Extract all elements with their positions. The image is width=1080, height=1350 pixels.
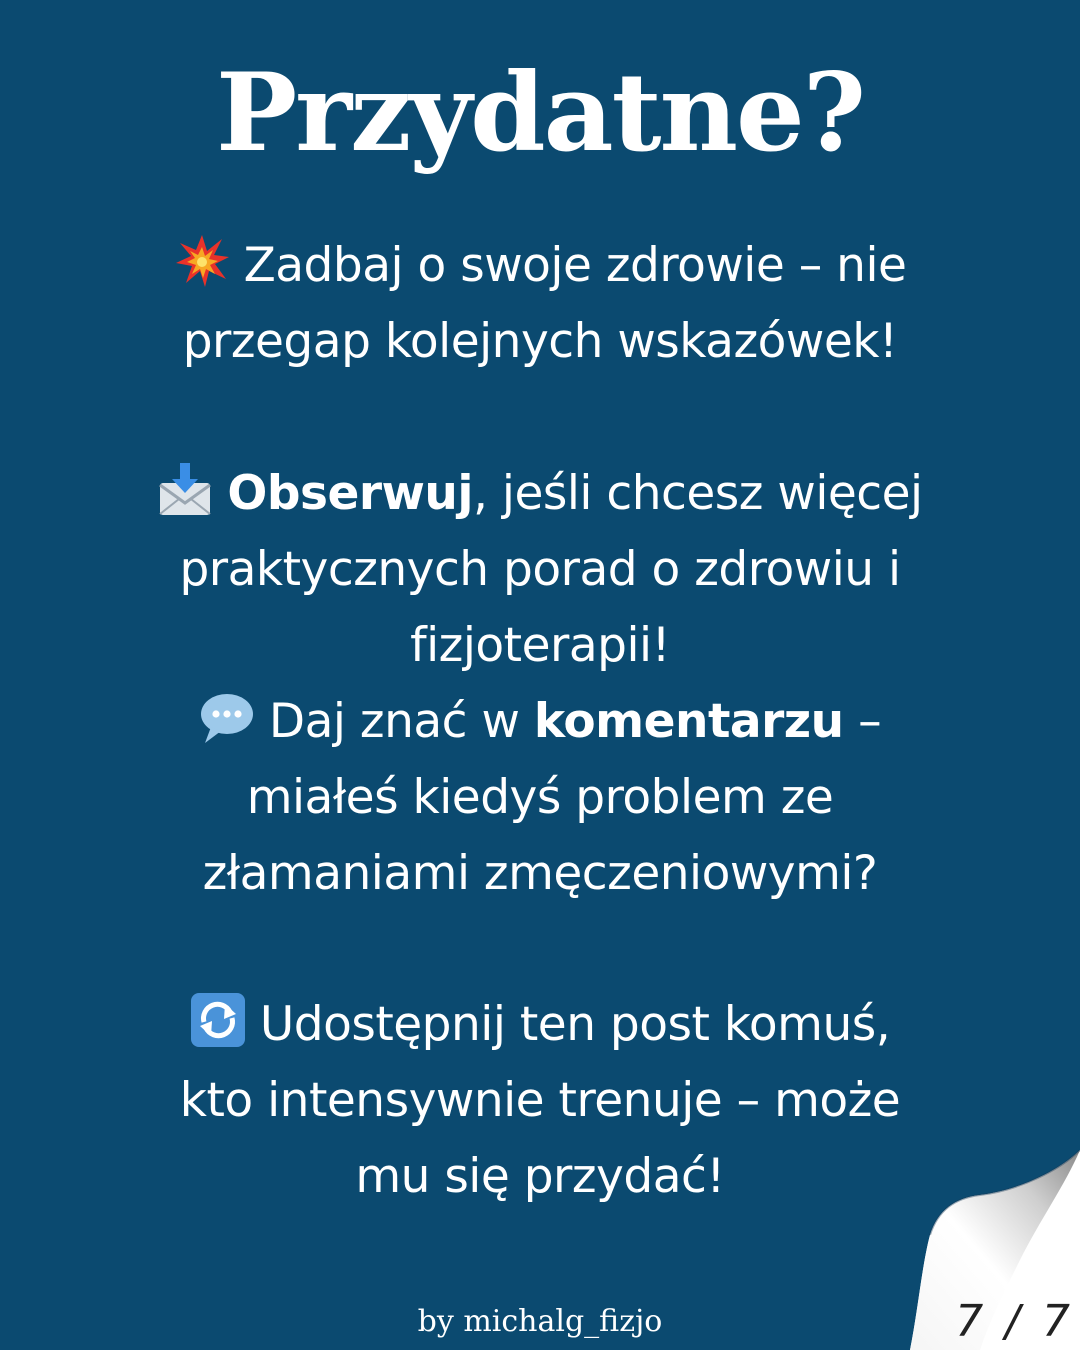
page-counter: 7 / 7 — [955, 1296, 1074, 1347]
comment-line-3: złamaniami zmęczeniowymi? — [202, 846, 878, 901]
share-block — [100, 987, 980, 1215]
incoming-envelope-icon — [157, 461, 213, 517]
comment-text-pre: Daj znać w — [268, 694, 534, 749]
page-title: Przydatne? — [215, 50, 865, 176]
collision-icon — [174, 233, 230, 289]
health-tip-block — [100, 228, 980, 380]
follow-emphasis: Obserwuj — [227, 466, 473, 521]
share-line-2: kto intensywnie trenuje – może — [179, 1073, 901, 1128]
speech-bubble-icon — [199, 689, 255, 745]
comment-line-2: miałeś kiedyś problem ze — [246, 770, 834, 825]
share-line-3: mu się przydać! — [355, 1149, 725, 1204]
tip-line-2: przegap kolejnych wskazówek! — [182, 314, 898, 369]
comment-text-post: – — [843, 694, 882, 749]
follow-comment-block — [100, 456, 980, 912]
share-line-1: Udostępnij ten post komuś, — [259, 997, 891, 1052]
tip-line-1: Zadbaj o swoje zdrowie – nie — [243, 238, 907, 293]
refresh-arrows-icon — [190, 992, 246, 1048]
follow-line-2: praktycznych porad o zdrowiu i — [179, 542, 901, 597]
follow-text: , jeśli chcesz więcej — [473, 466, 923, 521]
follow-line-3: fizjoterapii! — [410, 618, 670, 673]
author-signature: by michalg_fizjo — [417, 1304, 663, 1339]
comment-emphasis: komentarzu — [533, 694, 844, 749]
